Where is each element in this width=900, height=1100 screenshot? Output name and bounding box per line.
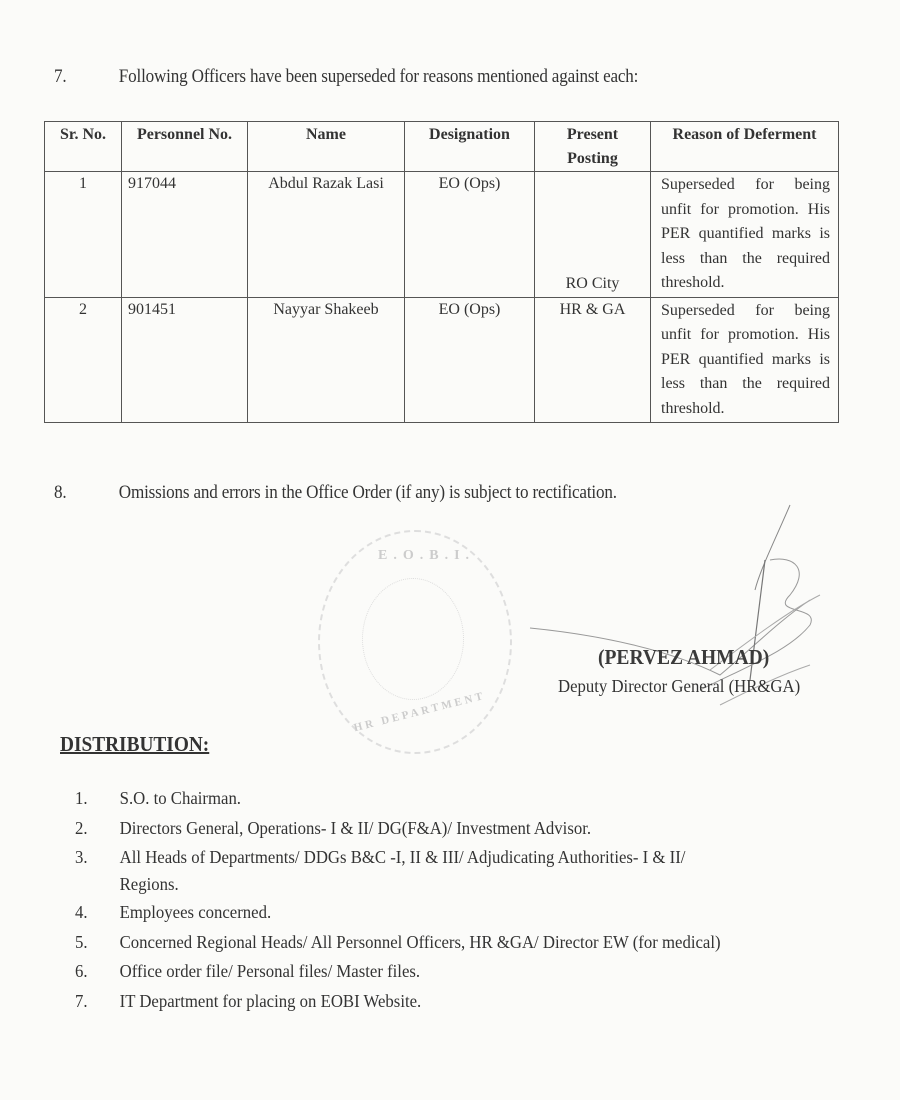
- header-designation: Designation: [405, 122, 535, 172]
- table-row: [45, 172, 839, 298]
- list-item-text: All Heads of Departments/ DDGs B&C -I, II & III/ Adjudicating Authorities- I & II/: [119, 847, 686, 867]
- list-item-number: 6.: [75, 961, 88, 981]
- header-reason: Reason of Deferment: [651, 122, 839, 172]
- list-item-number: 5.: [75, 931, 88, 952]
- cell-personnel-no: 901451: [122, 297, 248, 423]
- distribution-heading: DISTRIBUTION:: [60, 732, 210, 756]
- cell-reason: Superseded for being unfit for promotion. His PER quantified marks is less than the required threshold.: [651, 297, 839, 423]
- list-item-text: S.O. to Chairman.: [119, 788, 242, 808]
- list-item-text: Employees concerned.: [119, 902, 272, 922]
- cell-reason: Superseded for being unfit for promotion. His PER quantified marks is less than the required threshold.: [651, 172, 839, 298]
- cell-sr-no: 2: [45, 297, 122, 423]
- table-header-row: [45, 122, 839, 172]
- list-item-number: 2.: [75, 817, 88, 838]
- list-item-number: 3.: [75, 847, 88, 867]
- signatory-name: (PERVEZ AHMAD): [598, 645, 770, 669]
- cell-personnel-no: 917044: [122, 172, 248, 298]
- cell-name: Abdul Razak Lasi: [248, 172, 405, 298]
- list-item-text-continued: Regions.: [119, 874, 179, 894]
- stamp-emblem: [362, 578, 464, 700]
- superseded-officers-table: [44, 121, 839, 423]
- list-item-text: IT Department for placing on EOBI Website.: [119, 990, 422, 1011]
- paragraph-number: 8.: [54, 482, 67, 503]
- header-personnel-no: Personnel No.: [122, 122, 248, 172]
- paragraph-number: 7.: [54, 66, 67, 87]
- cell-name: Nayyar Shakeeb: [248, 297, 405, 423]
- list-item-number: 4.: [75, 902, 88, 922]
- signatory-title: Deputy Director General (HR&GA): [558, 676, 801, 696]
- list-item-text: Concerned Regional Heads/ All Personnel Officers, HR &GA/ Director EW (for medical): [119, 931, 721, 952]
- cell-present-posting: HR & GA: [535, 297, 651, 423]
- header-sr-no: Sr. No.: [45, 122, 122, 172]
- cell-sr-no: 1: [45, 172, 122, 298]
- cell-present-posting: RO City: [535, 172, 651, 298]
- header-present-posting: Present Posting: [535, 122, 651, 172]
- list-item-text: Office order file/ Personal files/ Master files.: [119, 961, 421, 981]
- paragraph-7: [54, 66, 774, 92]
- list-item-number: 1.: [75, 788, 88, 808]
- header-name: Name: [248, 122, 405, 172]
- cell-designation: EO (Ops): [405, 172, 535, 298]
- cell-designation: EO (Ops): [405, 297, 535, 423]
- stamp-bottom-text: HR DEPARTMENT: [352, 689, 487, 735]
- list-item-number: 7.: [75, 990, 88, 1011]
- list-item-text: Directors General, Operations- I & II/ DG(F&A)/ Investment Advisor.: [119, 817, 592, 838]
- stamp-top-text: E.O.B.I.: [378, 548, 476, 563]
- table-row: [45, 297, 839, 423]
- paragraph-text: Following Officers have been superseded for reasons mentioned against each:: [118, 66, 639, 87]
- paragraph-text: Omissions and errors in the Office Order (if any) is subject to rectification.: [118, 482, 617, 503]
